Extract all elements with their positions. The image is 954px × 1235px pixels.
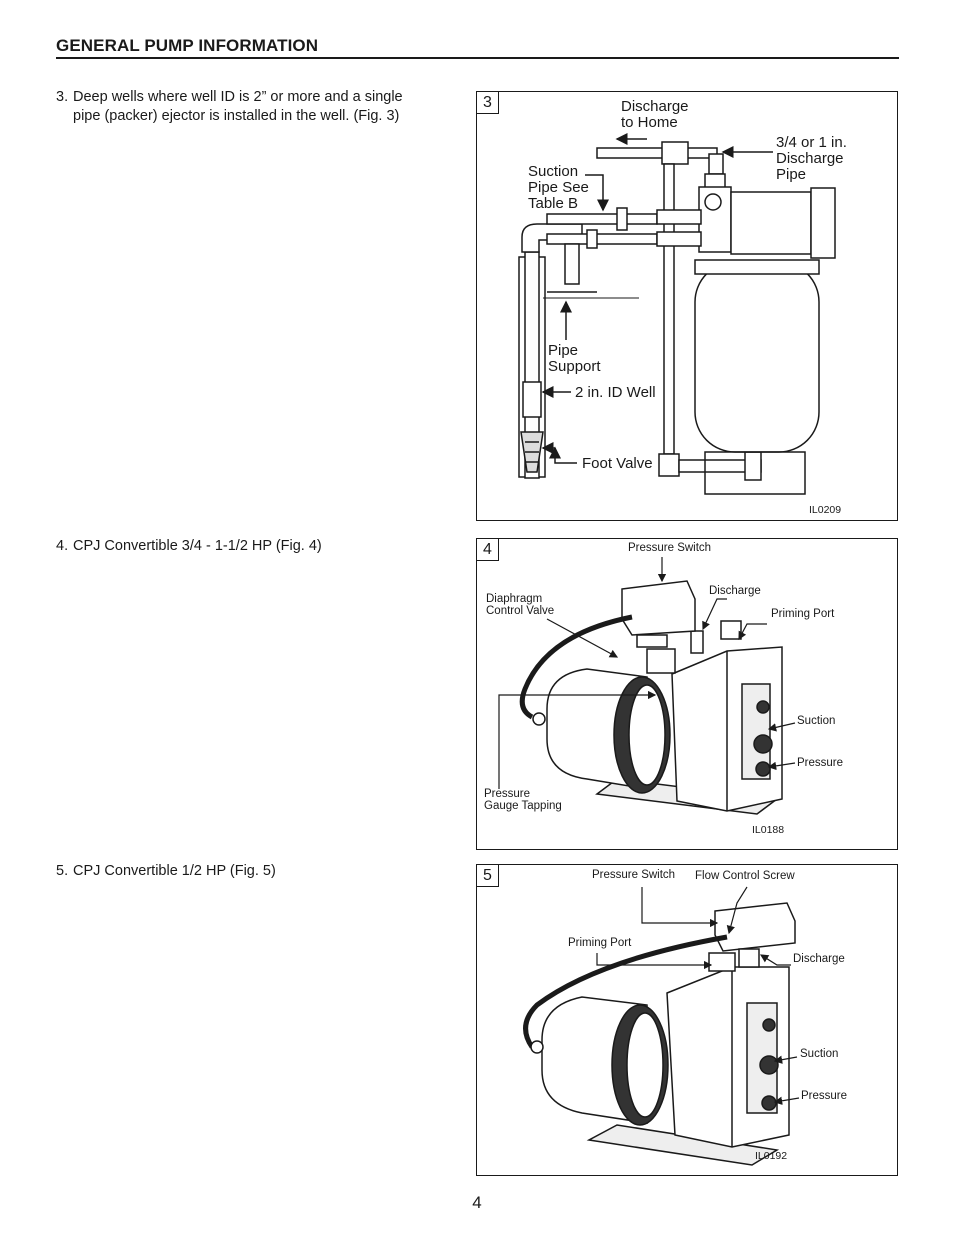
item-number: 5. <box>56 863 69 879</box>
label-pipe-support: Pipe Support <box>548 342 601 375</box>
figure-code: IL0209 <box>809 504 842 516</box>
label-priming-port: Priming Port <box>568 937 632 949</box>
item-text-line-1: Deep wells where well ID is 2” or more and a single <box>73 89 403 105</box>
label-pressure: Pressure <box>801 1090 848 1102</box>
pump-half-hp-illustration <box>477 865 899 1177</box>
figure-number: 3 <box>477 92 499 114</box>
list-item-4 <box>56 537 456 557</box>
label-pressure-switch: Pressure Switch <box>628 542 712 554</box>
item-number: 3. <box>56 89 69 105</box>
item-text-line-2: pipe (packer) ejector is installed in the well. (Fig. 3) <box>73 108 400 124</box>
label-diaphragm-control-valve: Diaphragm Control Valve <box>486 593 555 617</box>
header-rule <box>56 57 899 59</box>
figure-code: IL0188 <box>752 824 785 836</box>
figure-4 <box>476 538 898 850</box>
label-suction: Suction <box>797 715 836 727</box>
label-discharge-pipe: 3/4 or 1 in. Discharge Pipe <box>776 134 847 183</box>
label-discharge: Discharge <box>709 585 761 597</box>
item-text: CPJ Convertible 3/4 - 1-1/2 HP (Fig. 4) <box>73 538 322 554</box>
label-discharge: Discharge <box>793 953 845 965</box>
section-title: GENERAL PUMP INFORMATION <box>56 36 319 55</box>
label-pressure-switch: Pressure Switch <box>592 869 676 881</box>
item-number: 4. <box>56 538 69 554</box>
figure-number: 5 <box>477 865 499 887</box>
label-priming-port: Priming Port <box>771 608 835 620</box>
figure-3 <box>476 91 898 521</box>
label-well: 2 in. ID Well <box>575 384 656 401</box>
label-pressure-gauge-tapping: Pressure Gauge Tapping <box>484 788 562 812</box>
figure-number: 4 <box>477 539 499 561</box>
label-foot-valve: Foot Valve <box>582 455 653 472</box>
figure-5 <box>476 864 898 1176</box>
label-suction: Suction <box>800 1048 839 1060</box>
page-number: 4 <box>472 1193 482 1212</box>
item-text: CPJ Convertible 1/2 HP (Fig. 5) <box>73 863 276 879</box>
label-discharge-to-home: Discharge to Home <box>621 98 689 131</box>
label-suction-pipe: Suction Pipe See Table B <box>528 163 589 212</box>
figure-code: IL0192 <box>755 1150 788 1162</box>
list-item-5 <box>56 862 456 882</box>
label-flow-control-screw: Flow Control Screw <box>695 870 795 882</box>
list-item-3 <box>56 88 456 128</box>
label-pressure: Pressure <box>797 757 844 769</box>
